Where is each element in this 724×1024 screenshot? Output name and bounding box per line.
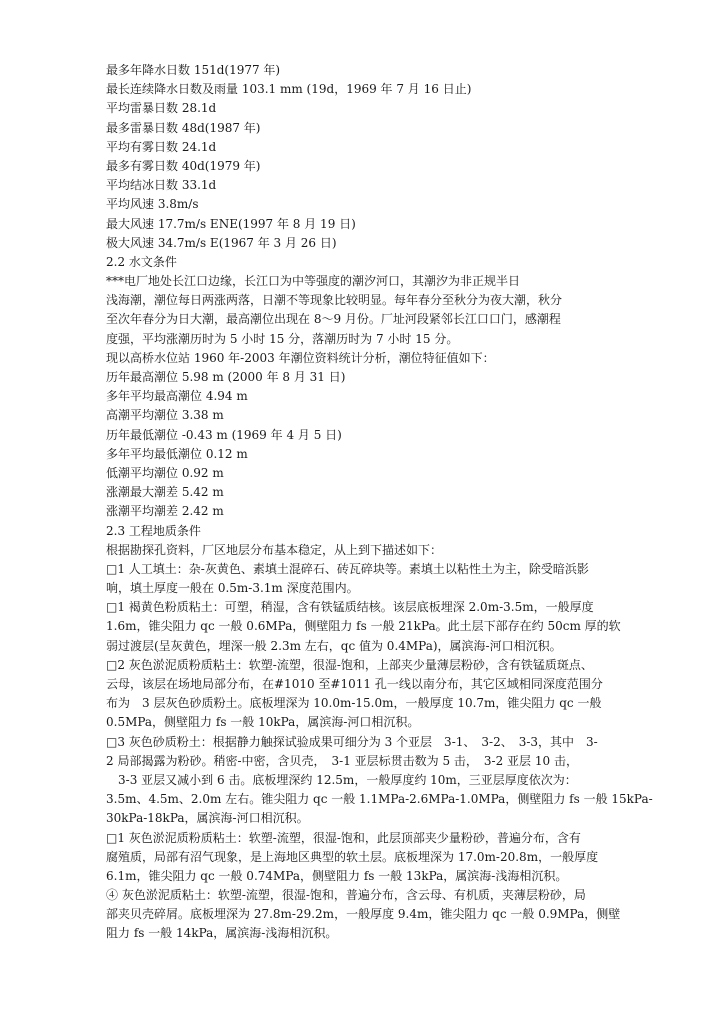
- geology-line: ④ 灰色淤泥质粘土：软塑-流塑，很湿-饱和，普遍分布，含云母、有机质，夹薄层粉砂，局: [106, 888, 586, 903]
- tide-stat-line: 高潮平均潮位 3.38 m: [106, 408, 224, 423]
- hydrology-paragraph-line: 浅海潮，潮位每日两涨两落，日潮不等现象比较明显。每年春分至秋分为夜大潮，秋分: [106, 293, 563, 308]
- geology-line: 0.5MPa，侧壁阻力 fs 一般 10kPa，属滨海-河口相沉积。: [106, 715, 420, 730]
- geology-line: 腐殖质，局部有沼气现象，是上海地区典型的软土层。底板埋深为 17.0m-20.8m，一般厚度: [106, 849, 599, 864]
- geology-line: □1 灰色淤泥质粉质粘土：软塑-流塑，很湿-饱和，此层顶部夹少量粉砂，普遍分布，含有: [106, 830, 581, 845]
- tide-stats-intro: 现以高桥水位站 1960 年-2003 年潮位资料统计分析，潮位特征值如下：: [106, 350, 495, 365]
- geology-line: 3-3 亚层又减小到 6 击。底板埋深约 12.5m，一般厚度约 10m，三亚层厚度依次为：: [118, 772, 577, 787]
- climate-line: 最多年降水日数 151d(1977 年): [106, 63, 281, 77]
- geology-line: 云母，该层在场地局部分布，在#1010 至#1011 孔一线以南分布，其它区域相同深度范围分: [106, 677, 603, 691]
- geology-line: □1 人工填土：杂-灰黄色、素填土混碎石、砖瓦碎块等。素填土以粘性土为主，除受暗浜影: [106, 561, 589, 576]
- geology-line: 部夹贝壳碎屑。底板埋深为 27.8m-29.2m，一般厚度 9.4m，锥尖阻力 qc 一般 0.9MPa，侧壁: [106, 907, 621, 922]
- tide-stat-line: 历年最低潮位 -0.43 m (1969 年 4 月 5 日): [106, 427, 342, 442]
- climate-line: 平均风速 3.8m/s: [106, 197, 199, 212]
- geology-line: □3 灰色砂质粉土：根据静力触探试验成果可细分为 3 个亚层 3-1、 3-2、 3-3，其中 3-: [106, 734, 598, 749]
- geology-line: 弱过渡层(呈灰黄色，埋深一般 2.3m 左右，qc 值为 0.4MPa)，属滨海-河口相沉积。: [106, 638, 562, 653]
- geology-line: 布为 3 层灰色砂质粉土。底板埋深为 10.0m-15.0m，一般厚度 10.7m，锥尖阻力 qc 一般: [106, 696, 602, 711]
- climate-line: 平均有雾日数 24.1d: [106, 139, 217, 154]
- tide-stat-line: 历年最高潮位 5.98 m (2000 年 8 月 31 日): [106, 370, 346, 384]
- tide-stat-line: 涨潮平均潮差 2.42 m: [106, 504, 224, 519]
- geology-line: 6.1m，锥尖阻力 qc 一般 0.74MPa，侧壁阻力 fs 一般 13kPa，属滨海-浅海相沉积。: [106, 868, 568, 883]
- text-column: [106, 61, 653, 944]
- section-heading-hydrology: 2.2 水文条件: [106, 254, 177, 269]
- tide-stat-line: 低潮平均潮位 0.92 m: [106, 465, 224, 480]
- climate-line: 最长连续降水日数及雨量 103.1 mm (19d，1969 年 7 月 16 日止): [106, 82, 472, 97]
- geology-line: 根据勘探孔资料，厂区地层分布基本稳定，从上到下描述如下：: [106, 542, 443, 557]
- section-heading-geology: 2.3 工程地质条件: [106, 523, 201, 538]
- tide-stat-line: 多年平均最高潮位 4.94 m: [106, 389, 248, 404]
- geology-line: 响，填土厚度一般在 0.5m-3.1m 深度范围内。: [106, 581, 359, 596]
- geology-line: □2 灰色淤泥质粉质粘土：软塑-流塑，很湿-饱和，上部夹少量薄层粉砂，含有铁锰质斑点、: [106, 657, 593, 672]
- hydrology-paragraph-line: ***电厂地处长江口边缘，长江口为中等强度的潮汐河口，其潮汐为非正规半日: [106, 274, 521, 289]
- geology-line: 30kPa-18kPa，属滨海-河口相沉积。: [106, 811, 309, 826]
- climate-line: 最多有雾日数 40d(1979 年): [106, 158, 261, 173]
- climate-line: 极大风速 34.7m/s E(1967 年 3 月 26 日): [106, 235, 337, 250]
- tide-stat-line: 多年平均最低潮位 0.12 m: [106, 446, 248, 461]
- hydrology-paragraph-line: 度强，平均涨潮历时为 5 小时 15 分，落潮历时为 7 小时 15 分。: [106, 331, 459, 346]
- climate-line: 平均结冰日数 33.1d: [106, 178, 217, 193]
- climate-line: 平均雷暴日数 28.1d: [106, 101, 217, 116]
- climate-line: 最多雷暴日数 48d(1987 年): [106, 120, 261, 135]
- geology-line: □1 褐黄色粉质粘土：可塑，稍湿，含有铁锰质结核。该层底板埋深 2.0m-3.5m，一般厚度: [106, 600, 594, 615]
- hydrology-paragraph-line: 至次年春分为日大潮，最高潮位出现在 8～9 月份。厂址河段紧邻长江口口门，感潮程: [106, 312, 561, 327]
- geology-line: 3.5m、4.5m、2.0m 左右。锥尖阻力 qc 一般 1.1MPa-2.6MPa-1.0MPa，侧壁阻力 fs 一般 15kPa-: [106, 792, 653, 807]
- geology-line: 1.6m，锥尖阻力 qc 一般 0.6MPa，侧壁阻力 fs 一般 21kPa。此土层下部存在约 50cm 厚的软: [106, 619, 621, 634]
- climate-line: 最大风速 17.7m/s ENE(1997 年 8 月 19 日): [106, 216, 356, 231]
- geology-line: 阻力 fs 一般 14kPa，属滨海-浅海相沉积。: [106, 926, 338, 941]
- tide-stat-line: 涨潮最大潮差 5.42 m: [106, 485, 224, 500]
- geology-line: 2 局部揭露为粉砂。稍密-中密，含贝壳， 3-1 亚层标贯击数为 5 击， 3-2 亚层 10 击，: [106, 753, 578, 768]
